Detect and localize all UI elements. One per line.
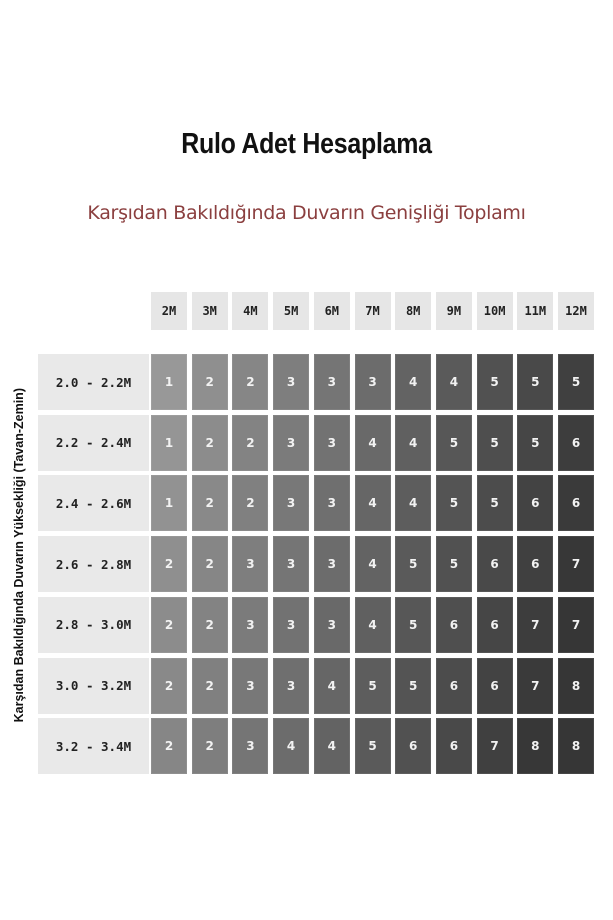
table-cell: 6 <box>436 718 472 774</box>
row-header: 3.0 - 3.2M <box>38 658 149 714</box>
table-cell: 2 <box>192 475 228 531</box>
chart-title: Rulo Adet Hesaplama <box>181 128 432 160</box>
table-cell: 2 <box>151 536 187 592</box>
table-cell: 2 <box>192 597 228 653</box>
table-cell: 5 <box>355 658 391 714</box>
table-cell: 2 <box>232 354 268 410</box>
table-cell: 5 <box>477 415 513 471</box>
table-cell: 3 <box>314 415 350 471</box>
table-cell: 6 <box>436 658 472 714</box>
table-cell: 3 <box>273 415 309 471</box>
table-cell: 2 <box>192 658 228 714</box>
column-header-6m: 6M <box>314 292 350 330</box>
table-cell: 6 <box>395 718 431 774</box>
table-cell: 3 <box>273 597 309 653</box>
table-cell: 2 <box>192 354 228 410</box>
table-cell: 5 <box>436 536 472 592</box>
table-cell: 2 <box>232 475 268 531</box>
table-cell: 5 <box>395 658 431 714</box>
table-cell: 5 <box>395 597 431 653</box>
table-cell: 6 <box>517 475 553 531</box>
table-cell: 3 <box>232 597 268 653</box>
table-cell: 8 <box>558 718 594 774</box>
table-cell: 6 <box>558 415 594 471</box>
table-cell: 2 <box>192 415 228 471</box>
row-header: 2.0 - 2.2M <box>38 354 149 410</box>
table-cell: 5 <box>436 475 472 531</box>
column-header-7m: 7M <box>355 292 391 330</box>
table-cell: 3 <box>232 536 268 592</box>
table-cell: 4 <box>395 475 431 531</box>
table-cell: 6 <box>436 597 472 653</box>
table-cell: 2 <box>192 718 228 774</box>
table-cell: 3 <box>273 475 309 531</box>
table-cell: 3 <box>273 354 309 410</box>
table-cell: 4 <box>314 658 350 714</box>
table-cell: 3 <box>232 718 268 774</box>
table-cell: 7 <box>477 718 513 774</box>
table-cell: 3 <box>273 536 309 592</box>
table-cell: 3 <box>314 536 350 592</box>
table-cell: 4 <box>436 354 472 410</box>
table-cell: 5 <box>517 415 553 471</box>
table-cell: 5 <box>436 415 472 471</box>
row-header: 3.2 - 3.4M <box>38 718 149 774</box>
table-cell: 7 <box>558 536 594 592</box>
row-header: 2.6 - 2.8M <box>38 536 149 592</box>
table-cell: 4 <box>355 415 391 471</box>
chart-subtitle: Karşıdan Bakıldığında Duvarın Genişliği Toplamı <box>87 202 526 224</box>
column-header-9m: 9M <box>436 292 472 330</box>
row-header: 2.4 - 2.6M <box>38 475 149 531</box>
row-header: 2.2 - 2.4M <box>38 415 149 471</box>
table-cell: 6 <box>477 536 513 592</box>
table-cell: 4 <box>273 718 309 774</box>
table-cell: 5 <box>517 354 553 410</box>
table-cell: 4 <box>314 718 350 774</box>
table-cell: 2 <box>232 415 268 471</box>
table-cell: 3 <box>232 658 268 714</box>
table-cell: 6 <box>558 475 594 531</box>
table-cell: 5 <box>477 354 513 410</box>
table-cell: 3 <box>314 354 350 410</box>
table-cell: 4 <box>355 536 391 592</box>
column-header-11m: 11M <box>517 292 553 330</box>
table-cell: 3 <box>314 475 350 531</box>
table-cell: 4 <box>395 354 431 410</box>
table-cell: 8 <box>558 658 594 714</box>
column-header-10m: 10M <box>477 292 513 330</box>
table-cell: 5 <box>477 475 513 531</box>
table-cell: 1 <box>151 415 187 471</box>
table-cell: 7 <box>517 597 553 653</box>
table-cell: 3 <box>314 597 350 653</box>
column-header-2m: 2M <box>151 292 187 330</box>
table-cell: 1 <box>151 475 187 531</box>
column-header-4m: 4M <box>232 292 268 330</box>
y-axis-label: Karşıdan Bakıldığında Duvarın Yüksekliği (Tavan-Zemin) <box>12 387 26 723</box>
table-cell: 2 <box>192 536 228 592</box>
column-header-12m: 12M <box>558 292 594 330</box>
table-cell: 8 <box>517 718 553 774</box>
table-cell: 1 <box>151 354 187 410</box>
table-cell: 3 <box>355 354 391 410</box>
table-cell: 2 <box>151 597 187 653</box>
column-header-8m: 8M <box>395 292 431 330</box>
table-cell: 7 <box>517 658 553 714</box>
column-header-3m: 3M <box>192 292 228 330</box>
table-cell: 2 <box>151 658 187 714</box>
table-cell: 5 <box>355 718 391 774</box>
table-cell: 6 <box>477 597 513 653</box>
table-cell: 5 <box>395 536 431 592</box>
row-header: 2.8 - 3.0M <box>38 597 149 653</box>
column-header-5m: 5M <box>273 292 309 330</box>
table-cell: 6 <box>477 658 513 714</box>
table-cell: 3 <box>273 658 309 714</box>
table-cell: 2 <box>151 718 187 774</box>
table-cell: 7 <box>558 597 594 653</box>
table-cell: 4 <box>355 475 391 531</box>
table-cell: 5 <box>558 354 594 410</box>
table-cell: 6 <box>517 536 553 592</box>
table-cell: 4 <box>395 415 431 471</box>
table-cell: 4 <box>355 597 391 653</box>
